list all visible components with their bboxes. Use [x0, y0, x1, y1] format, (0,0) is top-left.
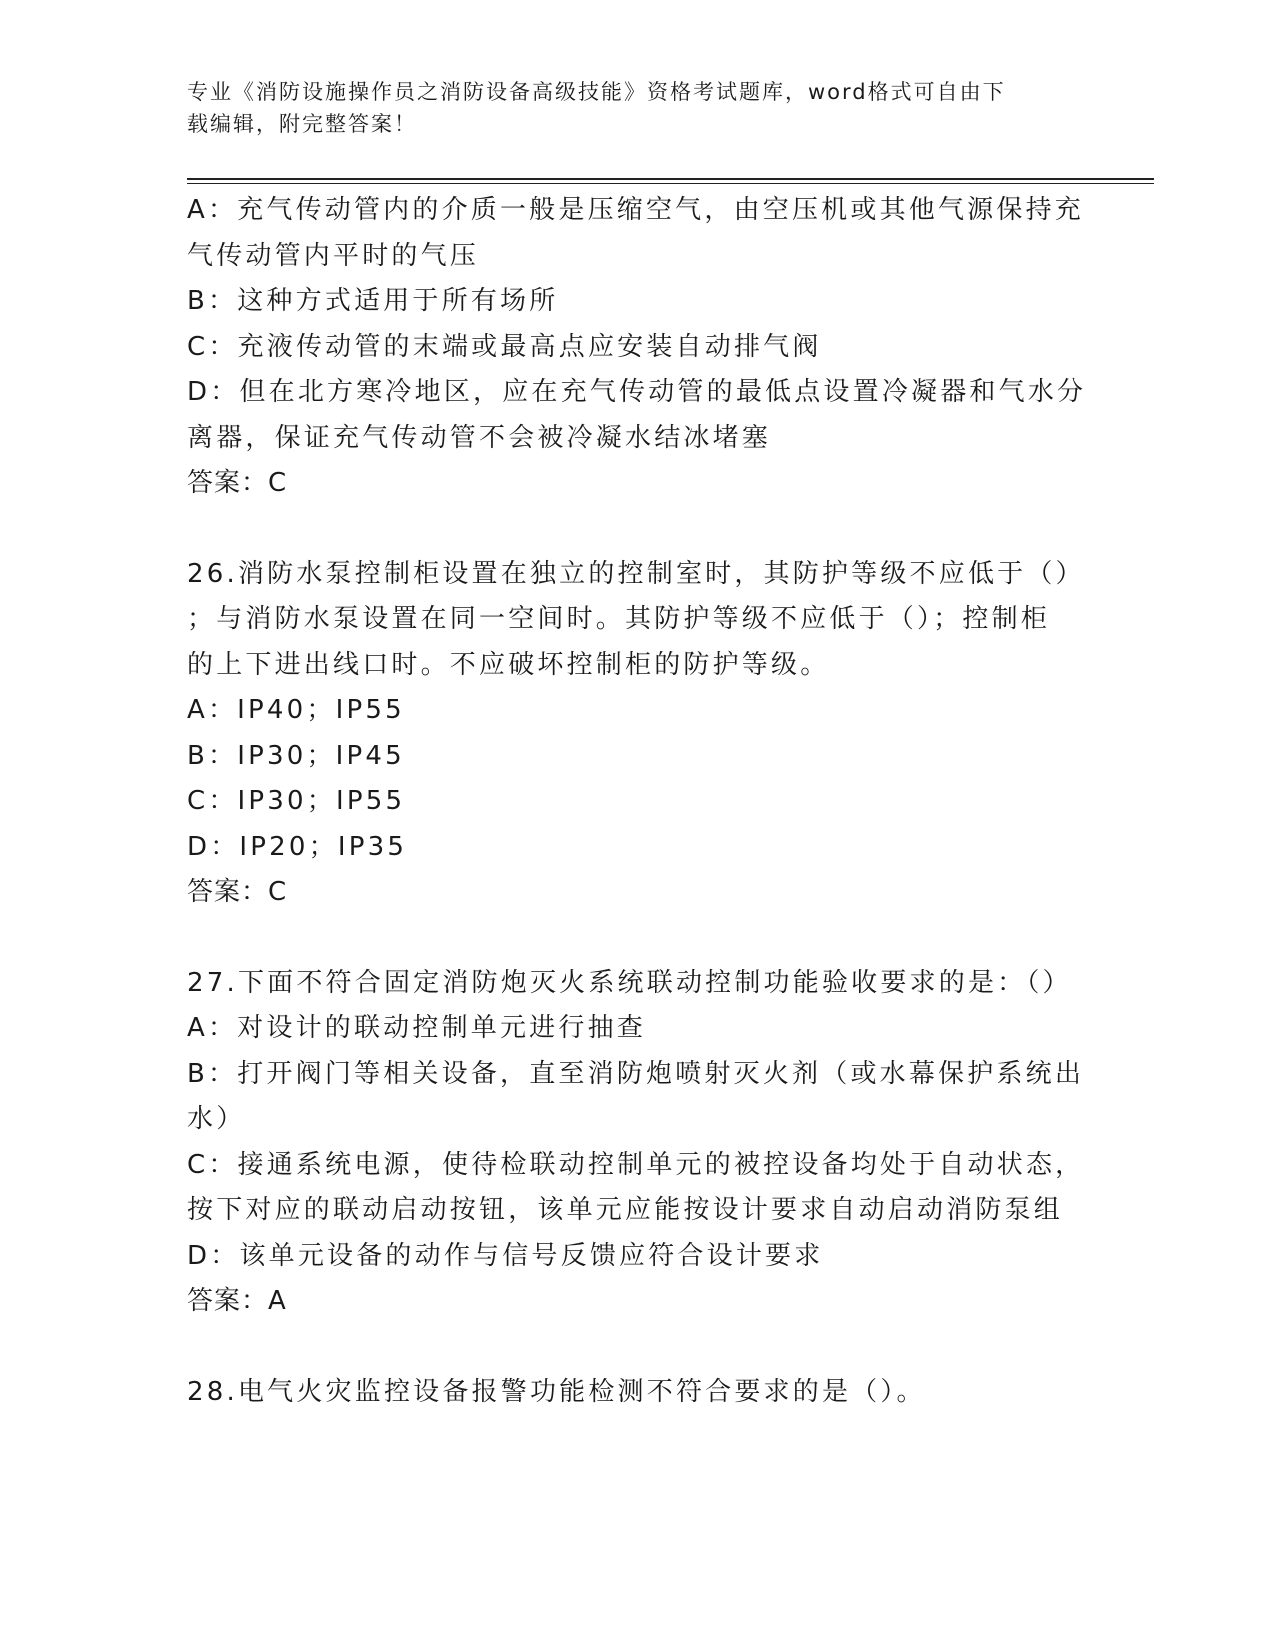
q26-answer: 答案：C	[187, 877, 288, 907]
q25-answer: 答案：C	[187, 468, 288, 498]
q27-option-a: A：对设计的联动控制单元进行抽查	[187, 1013, 646, 1043]
question-spacer	[187, 916, 1087, 961]
header-divider-thick	[187, 178, 1154, 180]
q27-option-b-line-2: 水）	[187, 1104, 246, 1134]
document-header	[187, 76, 1067, 140]
q25-option-d-line-2: 离器，保证充气传动管不会被冷凝水结冰堵塞	[187, 422, 772, 453]
q25-option-a-line-1: A：充气传动管内的介质一般是压缩空气，由空压机或其他气源保持充	[187, 195, 1084, 225]
question-27	[187, 961, 1087, 1325]
question-28	[187, 1370, 1087, 1416]
q26-stem-line-2: ；与消防水泵设置在同一空间时。其防护等级不应低于（）；控制柜	[187, 604, 1051, 634]
q27-option-c-line-1: C：接通系统电源，使待检联动控制单元的被控设备均处于自动状态，	[187, 1149, 1085, 1180]
header-line-2: 载编辑，附完整答案！	[187, 112, 417, 136]
question-spacer	[187, 1325, 1087, 1370]
q26-option-a: A：IP40；IP55	[187, 695, 405, 725]
q26-stem-line-1: 26.消防水泵控制柜设置在独立的控制室时，其防护等级不应低于（）	[187, 558, 1085, 589]
q25-option-b: B：这种方式适用于所有场所	[187, 286, 559, 316]
q27-answer: 答案：A	[187, 1286, 287, 1316]
q27-option-c-line-2: 按下对应的联动启动按钮，该单元应能按设计要求自动启动消防泵组	[187, 1195, 1064, 1225]
q26-option-b: B：IP30；IP45	[187, 740, 405, 771]
q26-option-c: C：IP30；IP55	[187, 786, 406, 816]
question-content	[187, 188, 1087, 1415]
q26-option-d: D：IP20；IP35	[187, 831, 408, 862]
q27-option-d: D：该单元设备的动作与信号反馈应符合设计要求	[187, 1240, 824, 1271]
question-25	[187, 188, 1087, 507]
header-divider-thin	[187, 183, 1154, 184]
q28-stem: 28.电气火灾监控设备报警功能检测不符合要求的是（）。	[187, 1376, 926, 1407]
header-line-1: 专业《消防设施操作员之消防设备高级技能》资格考试题库，word格式可自由下	[187, 80, 1006, 104]
q27-stem: 27.下面不符合固定消防炮灭火系统联动控制功能验收要求的是：（）	[187, 967, 1072, 998]
q25-option-c: C：充液传动管的末端或最高点应安装自动排气阀	[187, 331, 822, 362]
q25-option-d-line-1: D：但在北方寒冷地区，应在充气传动管的最低点设置冷凝器和气水分	[187, 377, 1087, 407]
q25-option-a-line-2: 气传动管内平时的气压	[187, 240, 480, 271]
question-26	[187, 552, 1087, 916]
q27-option-b-line-1: B：打开阀门等相关设备，直至消防炮喷射灭火剂（或水幕保护系统出	[187, 1058, 1085, 1089]
question-spacer	[187, 507, 1087, 552]
q26-stem-line-3: 的上下进出线口时。不应破坏控制柜的防护等级。	[187, 649, 830, 680]
